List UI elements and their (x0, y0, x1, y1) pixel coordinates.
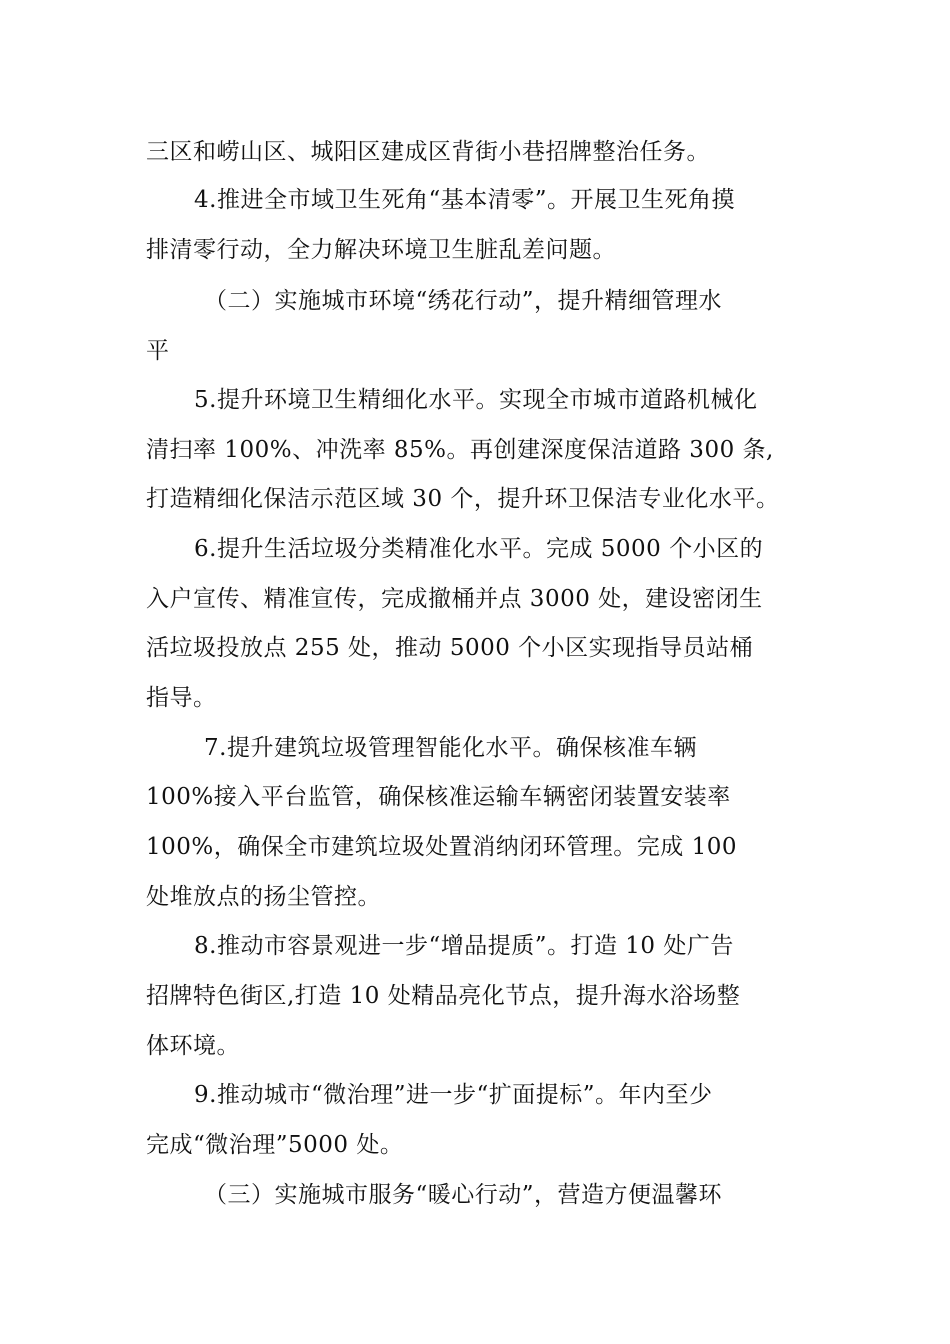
text-line: 完成“微治理”5000 处。 (146, 1132, 404, 1158)
section-heading-continued: 平 (146, 338, 170, 364)
section-heading: （二）实施城市环境“绣花行动”，提升精细管理水 (204, 288, 723, 314)
text-line: 打造精细化保洁示范区域 30 个，提升环卫保洁专业化水平。 (146, 486, 780, 512)
text-line: 6.提升生活垃圾分类精准化水平。完成 5000 个小区的 (194, 536, 764, 562)
text-line: 7.提升建筑垃圾管理智能化水平。确保核准车辆 (204, 735, 697, 761)
text-line: 体环境。 (146, 1033, 240, 1059)
text-line: 活垃圾投放点 255 处，推动 5000 个小区实现指导员站桶 (146, 635, 754, 661)
text-line: 清扫率 100%、冲洗率 85%。再创建深度保洁道路 300 条, (146, 437, 774, 463)
section-heading: （三）实施城市服务“暖心行动”，营造方便温馨环 (204, 1182, 723, 1208)
text-line: 排清零行动，全力解决环境卫生脏乱差问题。 (146, 237, 616, 263)
text-line: 处堆放点的扬尘管控。 (146, 884, 381, 910)
text-line: 9.推动城市“微治理”进一步“扩面提标”。年内至少 (194, 1082, 713, 1108)
text-line: 指导。 (146, 685, 217, 711)
text-line: 三区和崂山区、城阳区建成区背街小巷招牌整治任务。 (146, 139, 710, 165)
text-line: 8.推动市容景观进一步“增品提质”。打造 10 处广告 (194, 933, 734, 959)
text-line: 入户宣传、精准宣传，完成撤桶并点 3000 处，建设密闭生 (146, 586, 763, 612)
text-line: 招牌特色街区,打造 10 处精品亮化节点，提升海水浴场整 (146, 983, 741, 1009)
text-line: 100%接入平台监管，确保核准运输车辆密闭装置安装率 (146, 784, 731, 810)
text-line: 4.推进全市域卫生死角“基本清零”。开展卫生死角摸 (194, 187, 735, 213)
text-line: 100%，确保全市建筑垃圾处置消纳闭环管理。完成 100 (146, 834, 737, 860)
text-line: 5.提升环境卫生精细化水平。实现全市城市道路机械化 (194, 387, 758, 413)
